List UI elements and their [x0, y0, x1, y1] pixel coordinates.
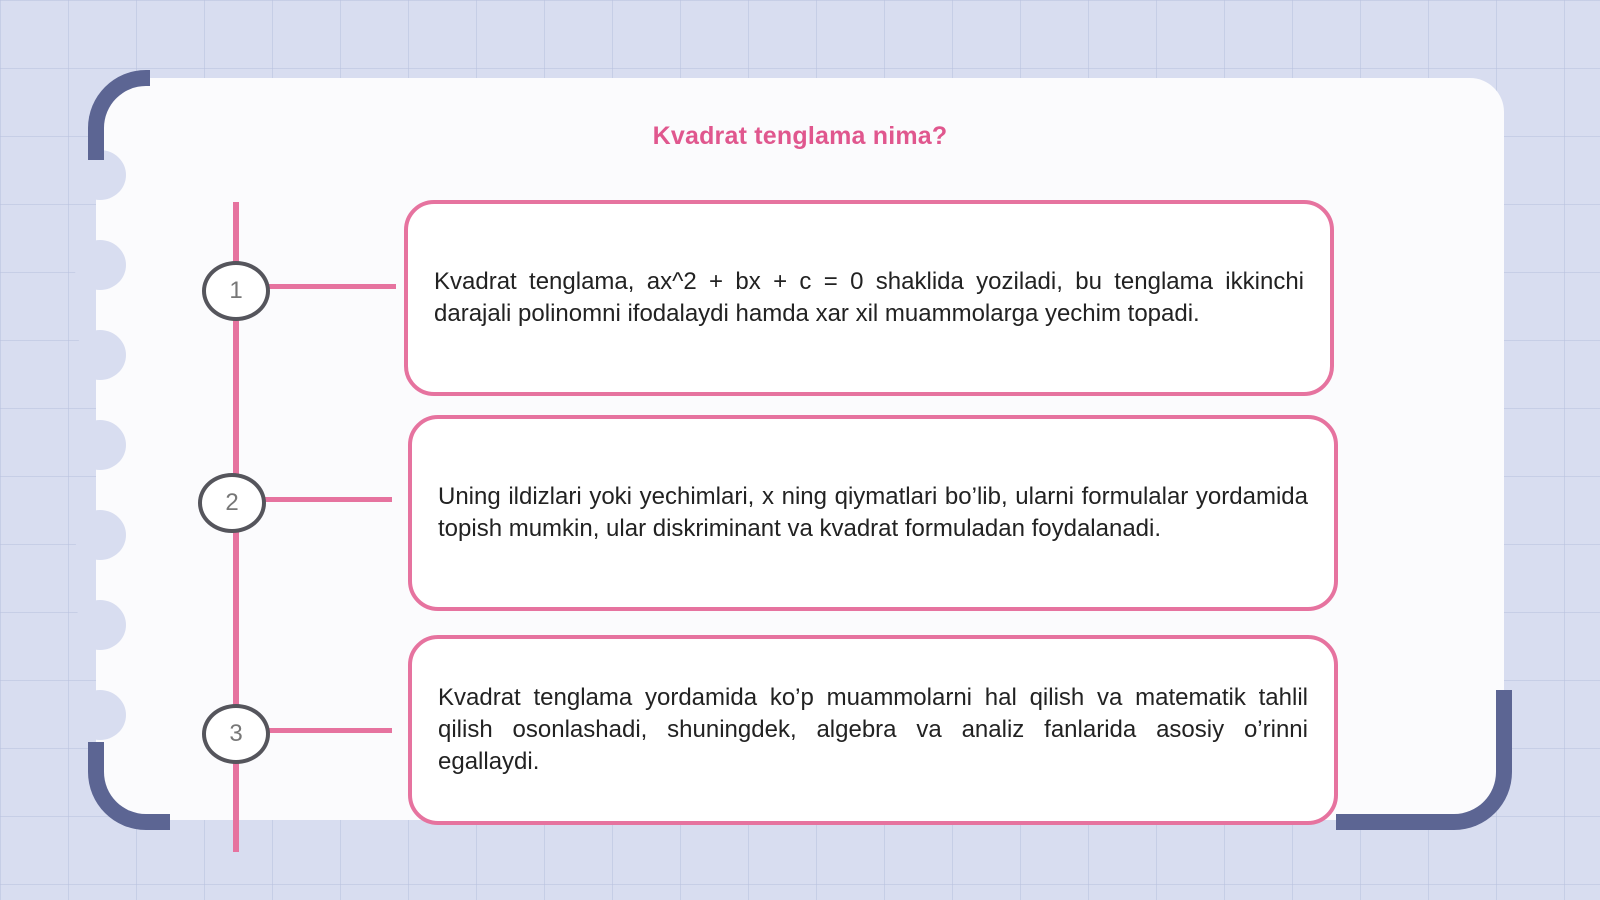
- paper-notch: [74, 420, 126, 470]
- paper-notch: [74, 690, 126, 740]
- step-marker-1: 1: [202, 261, 270, 321]
- timeline-connector: [266, 284, 396, 289]
- timeline-connector: [266, 728, 392, 733]
- step-card-text: Uning ildizlari yoki yechimlari, x ning qiymatlari bo’lib, ularni formulalar yordamida topish mumkin, ular diskriminant va kvadrat formuladan foydalanadi.: [438, 483, 1308, 542]
- step-card-text: Kvadrat tenglama, ax^2 + bx + c = 0 shaklida yoziladi, bu tenglama ikkinchi darajali polinomni ifodalaydi hamda xar xil muammolarga yechim topadi.: [434, 268, 1304, 327]
- paper-notch: [74, 330, 126, 380]
- corner-bracket-bottom-right: [1336, 690, 1512, 830]
- step-marker-3: 3: [202, 704, 270, 764]
- paper-notch: [74, 600, 126, 650]
- step-card-3: [408, 635, 1338, 825]
- slide-title: Kvadrat tenglama nima?: [652, 122, 948, 150]
- corner-bracket-top-left: [88, 70, 150, 160]
- timeline-connector: [262, 497, 392, 502]
- corner-bracket-bottom-left: [88, 742, 170, 830]
- paper-notch: [74, 240, 126, 290]
- paper-notch: [74, 510, 126, 560]
- step-marker-2: 2: [198, 473, 266, 533]
- step-card-2: [408, 415, 1338, 611]
- step-card-text: Kvadrat tenglama yordamida ko’p muammolarni hal qilish va matematik tahlil qilish osonlashadi, shuningdek, algebra va analiz fanlarida asosiy o’rinni egallaydi.: [438, 684, 1308, 775]
- step-card-1: [404, 200, 1334, 396]
